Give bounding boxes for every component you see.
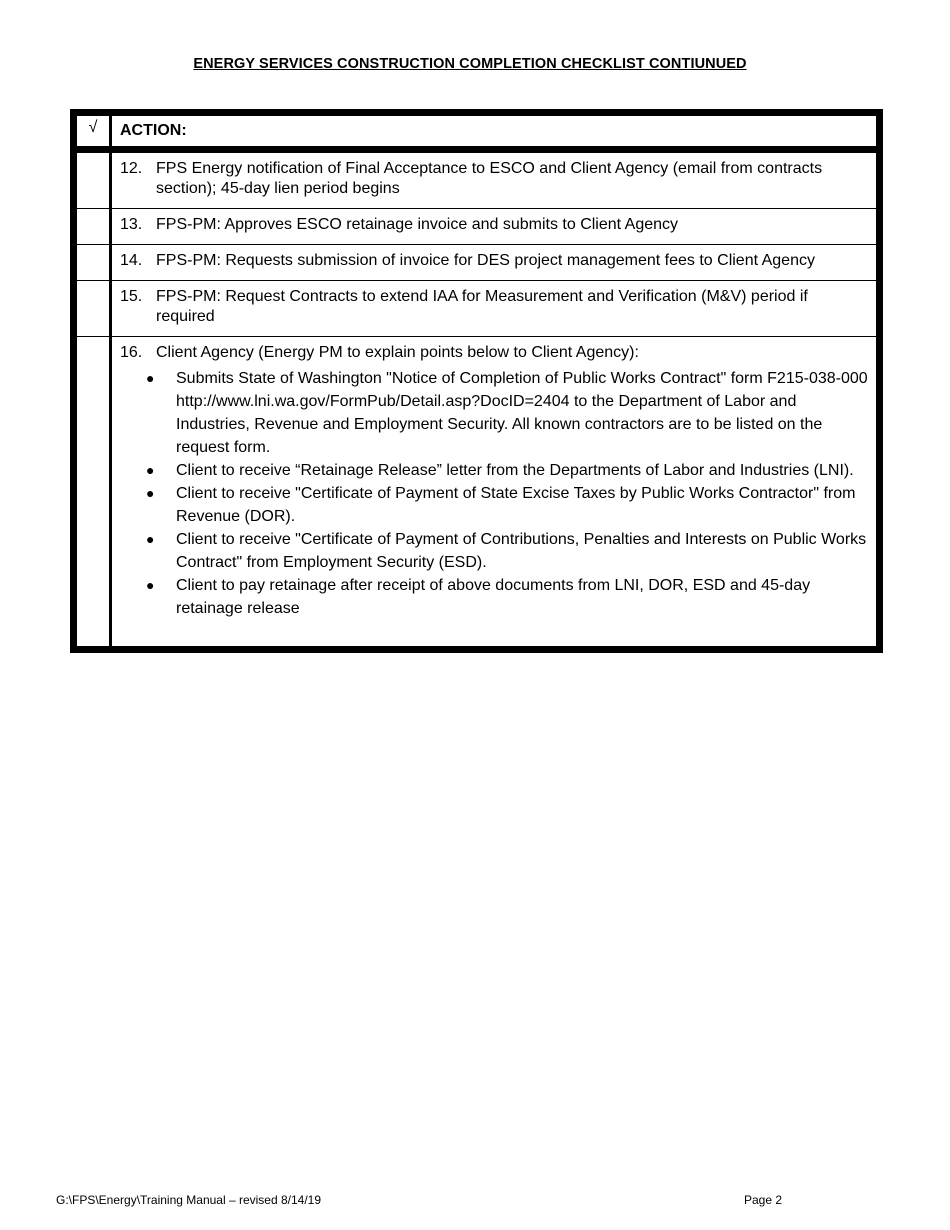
bullet-icon: ● (146, 462, 155, 478)
item-text: FPS-PM: Request Contracts to extend IAA for Measurement and Verification (M&V) period if required (156, 288, 808, 325)
footer-page-number: Page 2 (744, 1193, 783, 1207)
item-number: 12. (120, 160, 143, 177)
checkbox-cell[interactable] (74, 337, 111, 650)
item-number: 16. (120, 344, 143, 361)
checkbox-cell[interactable] (74, 281, 111, 337)
bullet-icon: ● (146, 531, 155, 547)
checkbox-cell[interactable] (74, 245, 111, 281)
list-item (120, 528, 868, 574)
list-item-text: Client to receive "Certificate of Payment of State Excise Taxes by Public Works Contractor" from Revenue (DOR). (176, 485, 856, 525)
checklist-table (70, 109, 883, 653)
sub-item-list (120, 367, 868, 620)
table-row (74, 281, 880, 337)
checkbox-cell[interactable] (74, 150, 111, 209)
item-number: 15. (120, 288, 143, 305)
bullet-icon: ● (146, 577, 155, 593)
list-item-text: Client to receive “Retainage Release” letter from the Departments of Labor and Industries (LNI). (176, 462, 854, 479)
list-item (120, 367, 868, 459)
table-row (74, 337, 880, 650)
item-text: FPS-PM: Requests submission of invoice for DES project management fees to Client Agency (156, 252, 815, 269)
list-item (120, 574, 868, 620)
bullet-icon: ● (146, 370, 155, 386)
action-cell (111, 281, 880, 337)
item-number: 14. (120, 252, 143, 269)
item-number: 13. (120, 216, 143, 233)
action-cell (111, 150, 880, 209)
list-item-text: Submits State of Washington "Notice of Completion of Public Works Contract" form F215-038-000 http://www.lni.wa.gov/FormPub/Detail.asp?DocID=2404 to the Department of Labor and Industries, Revenue and Employment Security. All known contractors are to be listed on the request form. (176, 370, 868, 456)
check-column-header: √ (74, 113, 111, 150)
action-column-header: ACTION: (111, 113, 880, 150)
item-text: FPS Energy notification of Final Acceptance to ESCO and Client Agency (email from contracts section); 45-day lien period begins (156, 160, 823, 197)
checkbox-cell[interactable] (74, 209, 111, 245)
bullet-icon: ● (146, 485, 155, 501)
document-title: ENERGY SERVICES CONSTRUCTION COMPLETION CHECKLIST CONTIUNUED (193, 56, 747, 72)
table-row (74, 209, 880, 245)
action-cell (111, 245, 880, 281)
list-item (120, 482, 868, 528)
footer-file-path: G:\FPS\Energy\Training Manual – revised 8/14/19 (56, 1193, 322, 1207)
action-cell (111, 337, 880, 650)
item-text: FPS-PM: Approves ESCO retainage invoice and submits to Client Agency (156, 216, 679, 233)
table-header-row (74, 113, 880, 150)
item-text: Client Agency (Energy PM to explain points below to Client Agency): (156, 344, 639, 361)
table-row (74, 245, 880, 281)
table-row (74, 150, 880, 209)
list-item-text: Client to receive "Certificate of Payment of Contributions, Penalties and Interests on Public Works Contract" from Employment Security (ESD). (176, 531, 867, 571)
list-item (120, 459, 868, 482)
action-cell (111, 209, 880, 245)
list-item-text: Client to pay retainage after receipt of above documents from LNI, DOR, ESD and 45-day retainage release (176, 577, 811, 617)
